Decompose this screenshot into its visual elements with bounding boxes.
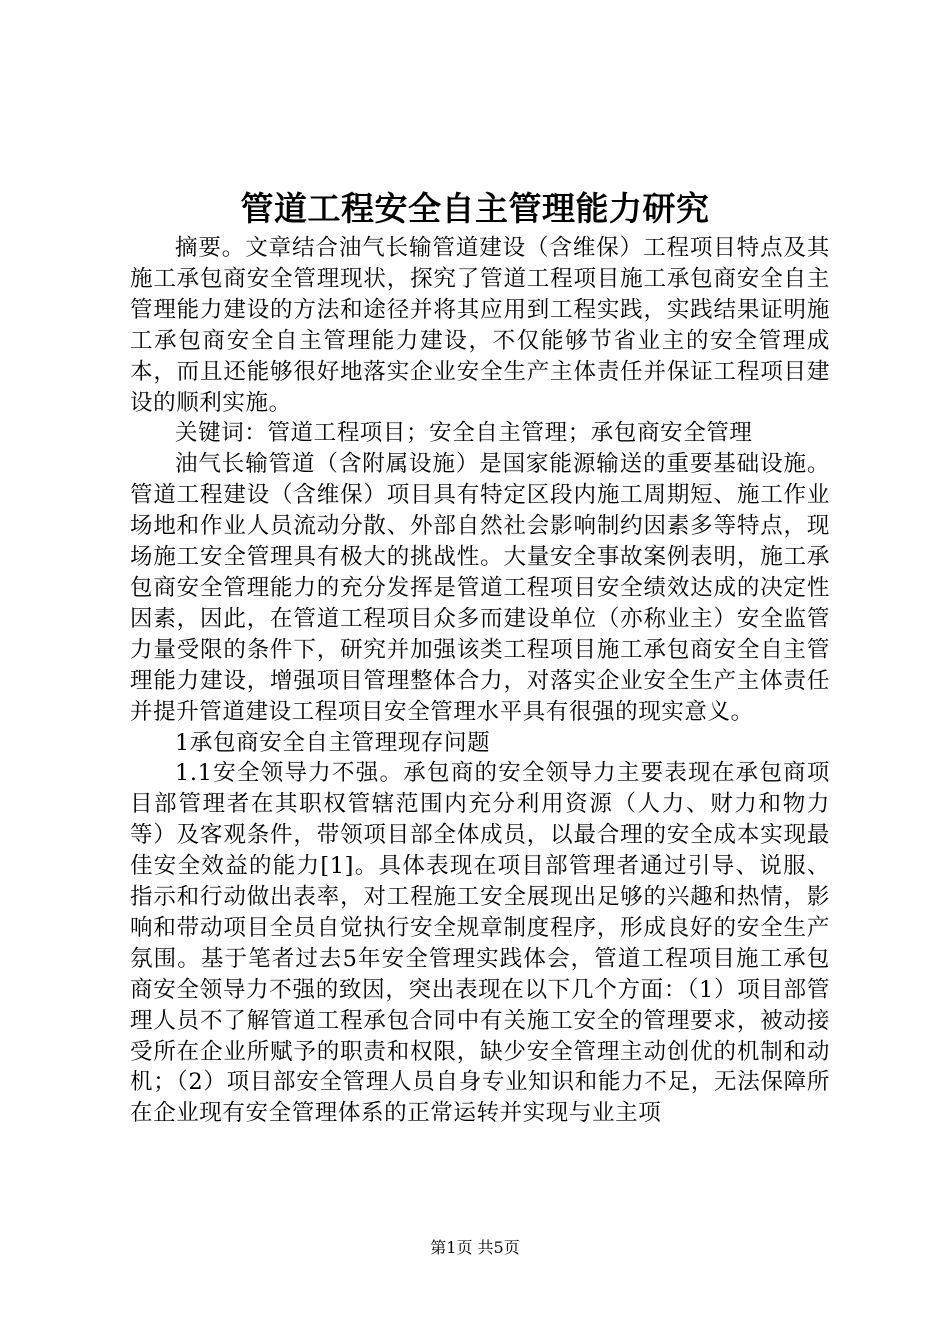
section-heading: 1承包商安全自主管理现存问题: [175, 729, 491, 756]
abstract-paragraph: 摘要。文章结合油气长输管道建设（含维保）工程项目特点及其施工承包商安全管理现状，探究了管道工程项目施工承包商安全自主管理能力建设的方法和途径并将其应用到工程实践，实践结果证明施工承包商安全自主管理能力建设，不仅能够节省业主的安全管理成本，而且还能够很好地落实企业安全生产主体责任并保证工程项目建设的顺利实施。: [130, 235, 830, 416]
intro-paragraph: 油气长输管道（含附属设施）是国家能源输送的重要基础设施。管道工程建设（含维保）项目具有特定区段内施工周期短、施工作业场地和作业人员流动分散、外部自然社会影响制约因素多等特点，现场施工安全管理具有极大的挑战性。大量安全事故案例表明，施工承包商安全管理能力的充分发挥是管道工程项目安全绩效达成的决定性因素，因此，在管道工程项目众多而建设单位（亦称业主）安全监管力量受限的条件下，研究并加强该类工程项目施工承包商安全自主管理能力建设，增强项目管理整体合力，对落实企业安全生产主体责任并提升管道建设工程项目安全管理水平具有很强的现实意义。: [130, 451, 830, 725]
subsection-paragraph: 1.1安全领导力不强。承包商的安全领导力主要表现在承包商项目部管理者在其职权管辖范围内充分利用资源（人力、财力和物力等）及客观条件，带领项目部全体成员，以最合理的安全成本实现最佳安全效益的能力[1]。具体表现在项目部管理者通过引导、说服、指示和行动做出表率，对工程施工安全展现出足够的兴趣和热情，影响和带动项目全员自觉执行安全规章制度程序，形成良好的安全生产氛围。基于笔者过去5年安全管理实践体会，管道工程项目施工承包商安全领导力不强的致因，突出表现在以下几个方面：（1）项目部管理人员不了解管道工程承包合同中有关施工安全的管理要求，被动接受所在企业所赋予的职责和权限，缺少安全管理主动创优的机制和动机；（2）项目部安全管理人员自身专业知识和能力不足，无法保障所在企业现有安全管理体系的正常运转并实现与业主项: [130, 760, 830, 1127]
keywords-paragraph: 关键词：管道工程项目；安全自主管理；承包商安全管理: [175, 420, 753, 447]
document-title: 管道工程安全自主管理能力研究: [240, 189, 710, 228]
page-footer: 第1页 共5页: [430, 1238, 520, 1257]
document-body: [130, 233, 830, 1129]
